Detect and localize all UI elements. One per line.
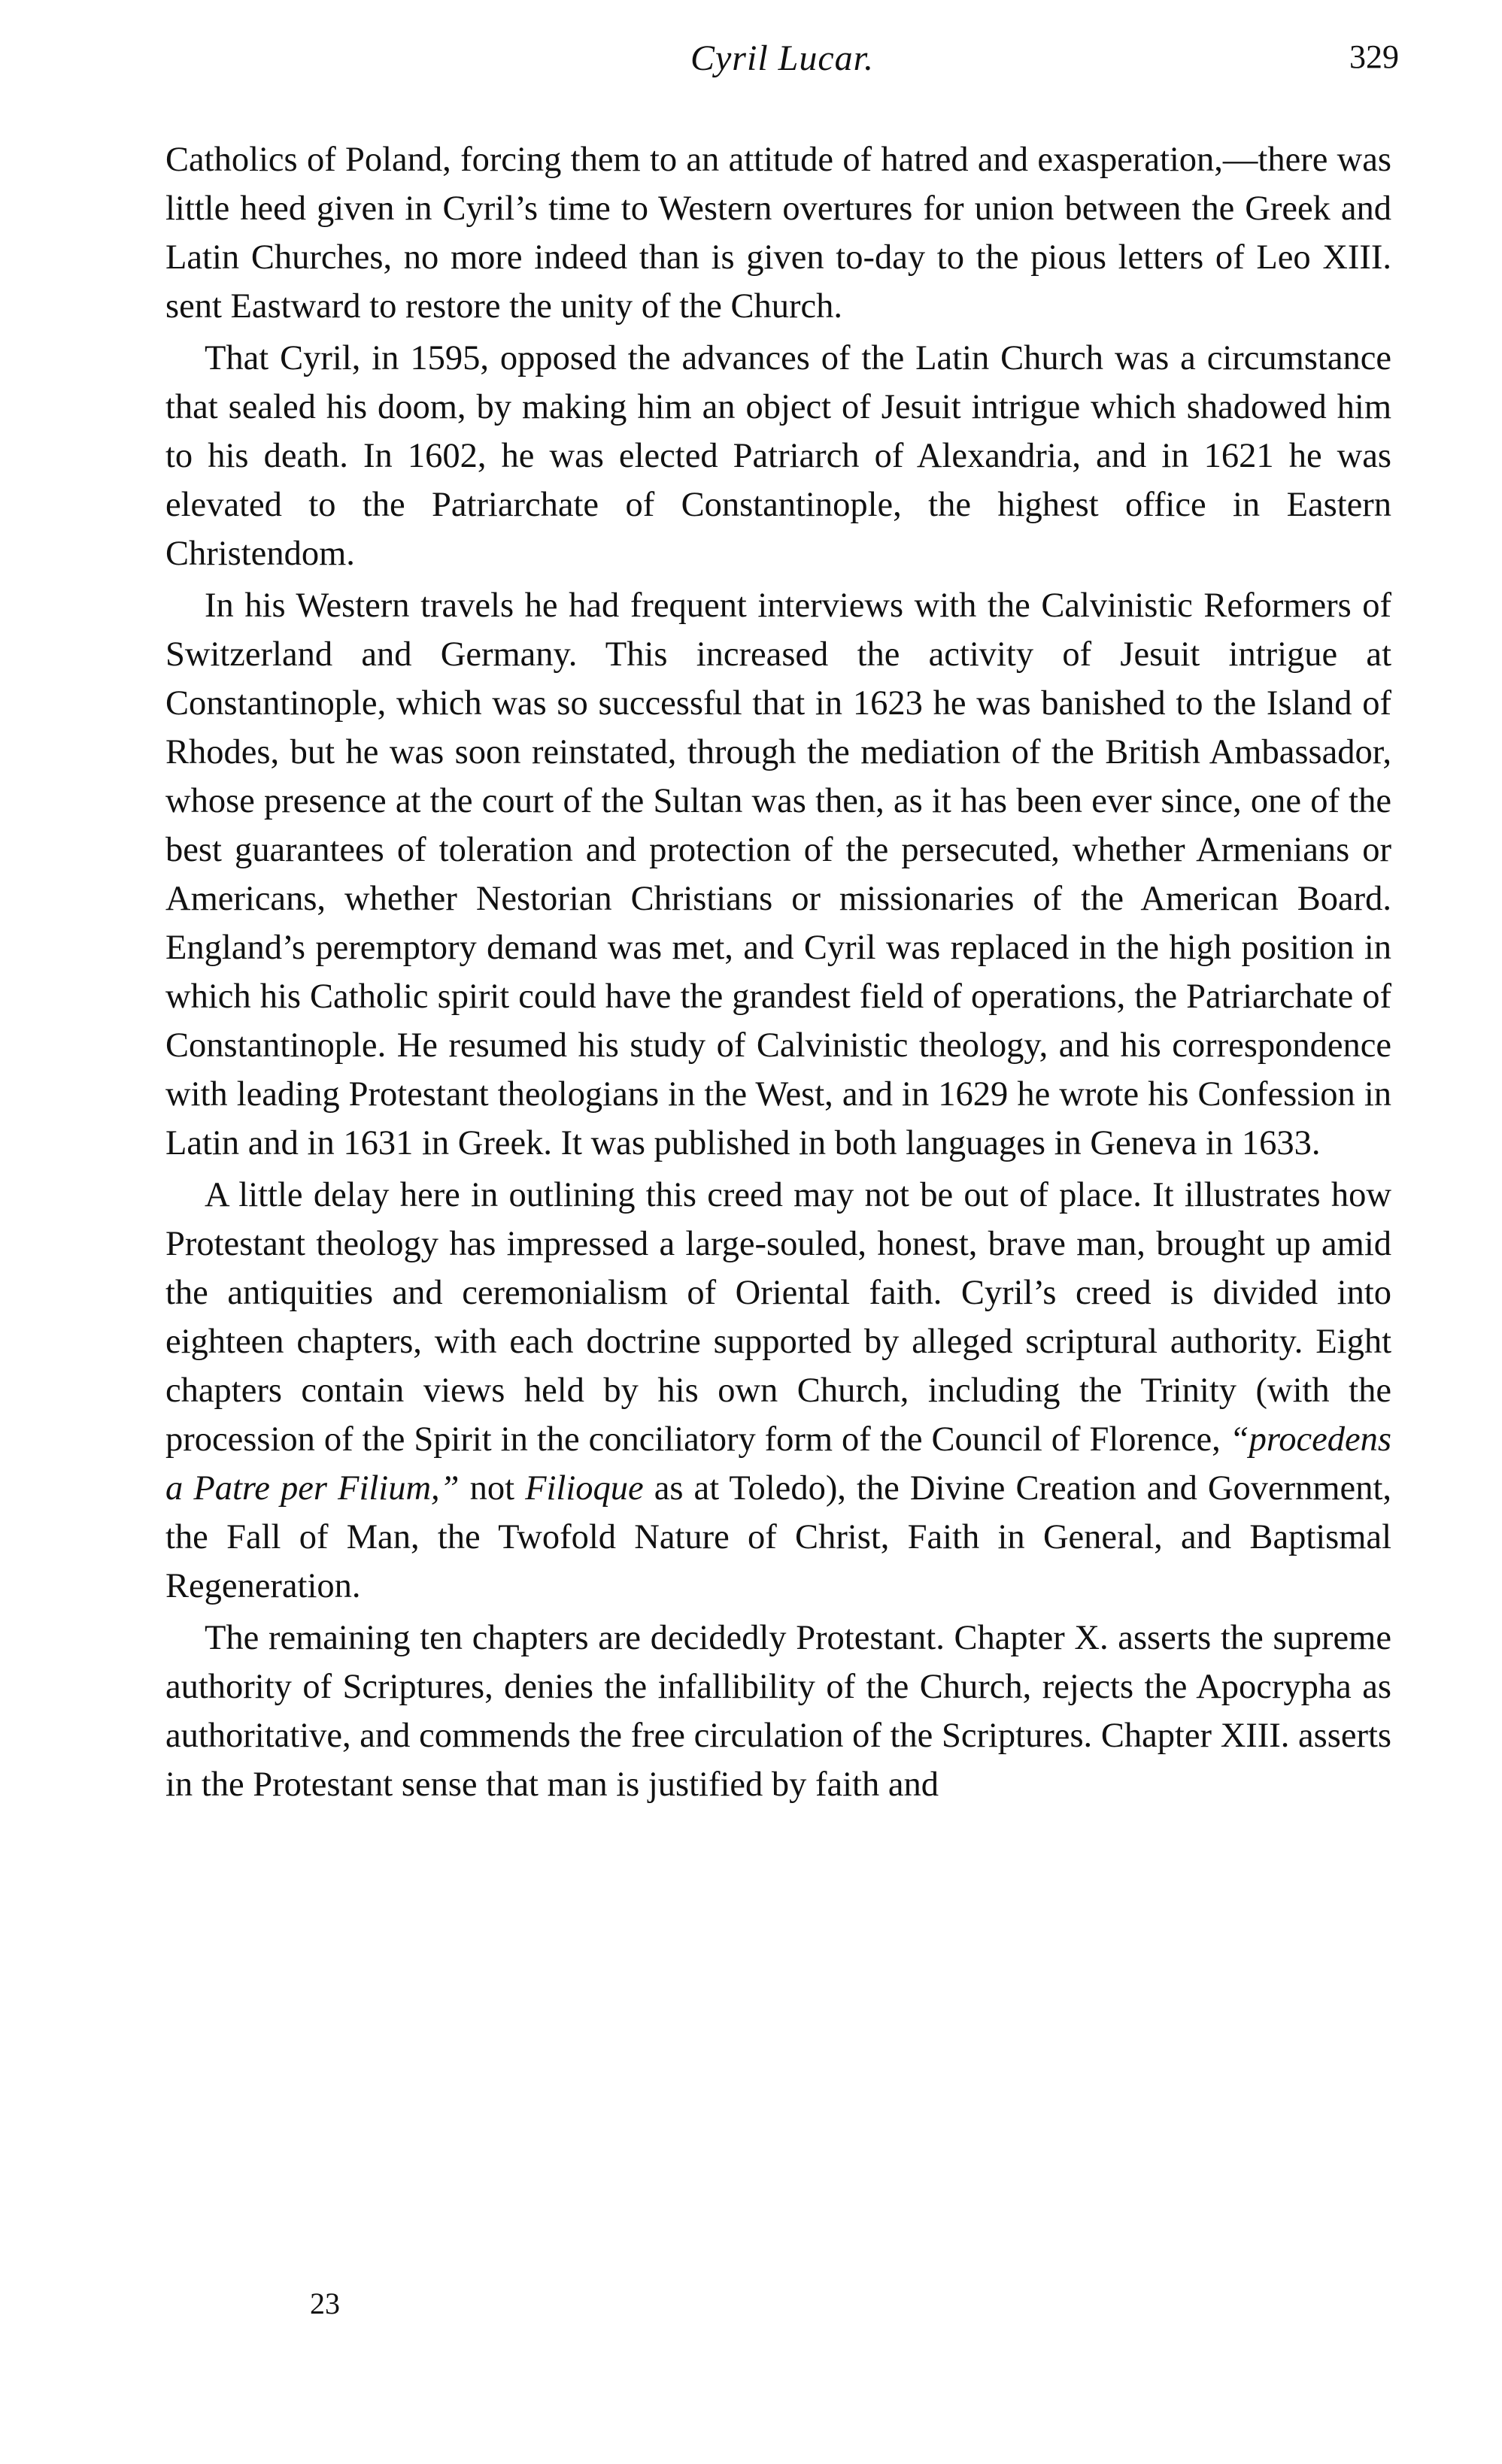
paragraph-4-text-before: A little delay here in outlining this creed may not be out of place. It illustrates how Protestant theology has impressed a large-souled, honest, brave man, brought up amid the antiquities and ceremonialism of Oriental faith. Cyril’s creed is divided into eighteen chapters, with each doctrine supported by alleged scriptural authority. Eight chapters contain views held by his own Church, including the Trinity (with the procession of the Spirit in the conciliatory form of the Council of Florence, [165, 1176, 1391, 1459]
body-text [165, 135, 1391, 1812]
signature-mark: 23 [310, 2287, 340, 2320]
page-header [165, 38, 1399, 90]
paragraph-3: In his Western travels he had frequent interviews with the Calvinistic Reformers of Switzerland and Germany. This increased the activity of Jesuit intrigue at Constantinople, which was so successful that in 1623 he was banished to the Island of Rhodes, but he was soon reinstated, through the mediation of the British Ambassador, whose presence at the court of the Sultan was then, as it has been ever since, one of the best guarantees of toleration and protection of the persecuted, whether Armenians or Americans, whether Nestorian Christians or missionaries of the American Board. England’s peremptory demand was met, and Cyril was replaced in the high position in which his Catholic spirit could have the grandest field of operations, the Patriarchate of Constantinople. He resumed his study of Calvinistic theology, and his correspondence with leading Protestant theologians in the West, and in 1629 he wrote his Confession in Latin and in 1631 in Greek. It was published in both languages in Geneva in 1633. [165, 586, 1391, 1162]
latin-quote: “procedens a Patre per Filium,” [165, 1420, 1391, 1508]
paragraph-2: That Cyril, in 1595, opposed the advances of the Latin Church was a circumstance that sealed his doom, by making him an object of Jesuit intrigue which shadowed him to his death. In 1602, he was elected Patriarch of Alexandria, and in 1621 he was elevated to the Patriarchate of Constantinople, the highest office in Eastern Christendom. [165, 339, 1391, 573]
paragraph-4-text-middle: not [459, 1469, 526, 1508]
page-number: 329 [1349, 38, 1399, 75]
running-title: Cyril Lucar. [690, 38, 875, 78]
paragraph-4-text-after: as at Toledo), the Divine Creation and Government, the Fall of Man, the Twofold Nature of Christ, Faith in General, and Baptismal Regeneration. [165, 1469, 1391, 1605]
paragraph-5: The remaining ten chapters are decidedly Protestant. Chapter X. asserts the supreme authority of Scriptures, denies the infallibility of the Church, rejects the Apocrypha as authoritative, and commends the free circulation of the Scriptures. Chapter XIII. asserts in the Protestant sense that man is justified by faith and [165, 1619, 1391, 1804]
paragraph-4 [165, 1171, 1391, 1611]
paragraph-1: Catholics of Poland, forcing them to an attitude of hatred and exasperation,—there was little heed given in Cyril’s time to Western overtures for union between the Greek and Latin Churches, no more indeed than is given to-day to the pious letters of Leo XIII. sent Eastward to restore the unity of the Church. [165, 141, 1391, 326]
filioque-term: Filioque [525, 1469, 644, 1508]
